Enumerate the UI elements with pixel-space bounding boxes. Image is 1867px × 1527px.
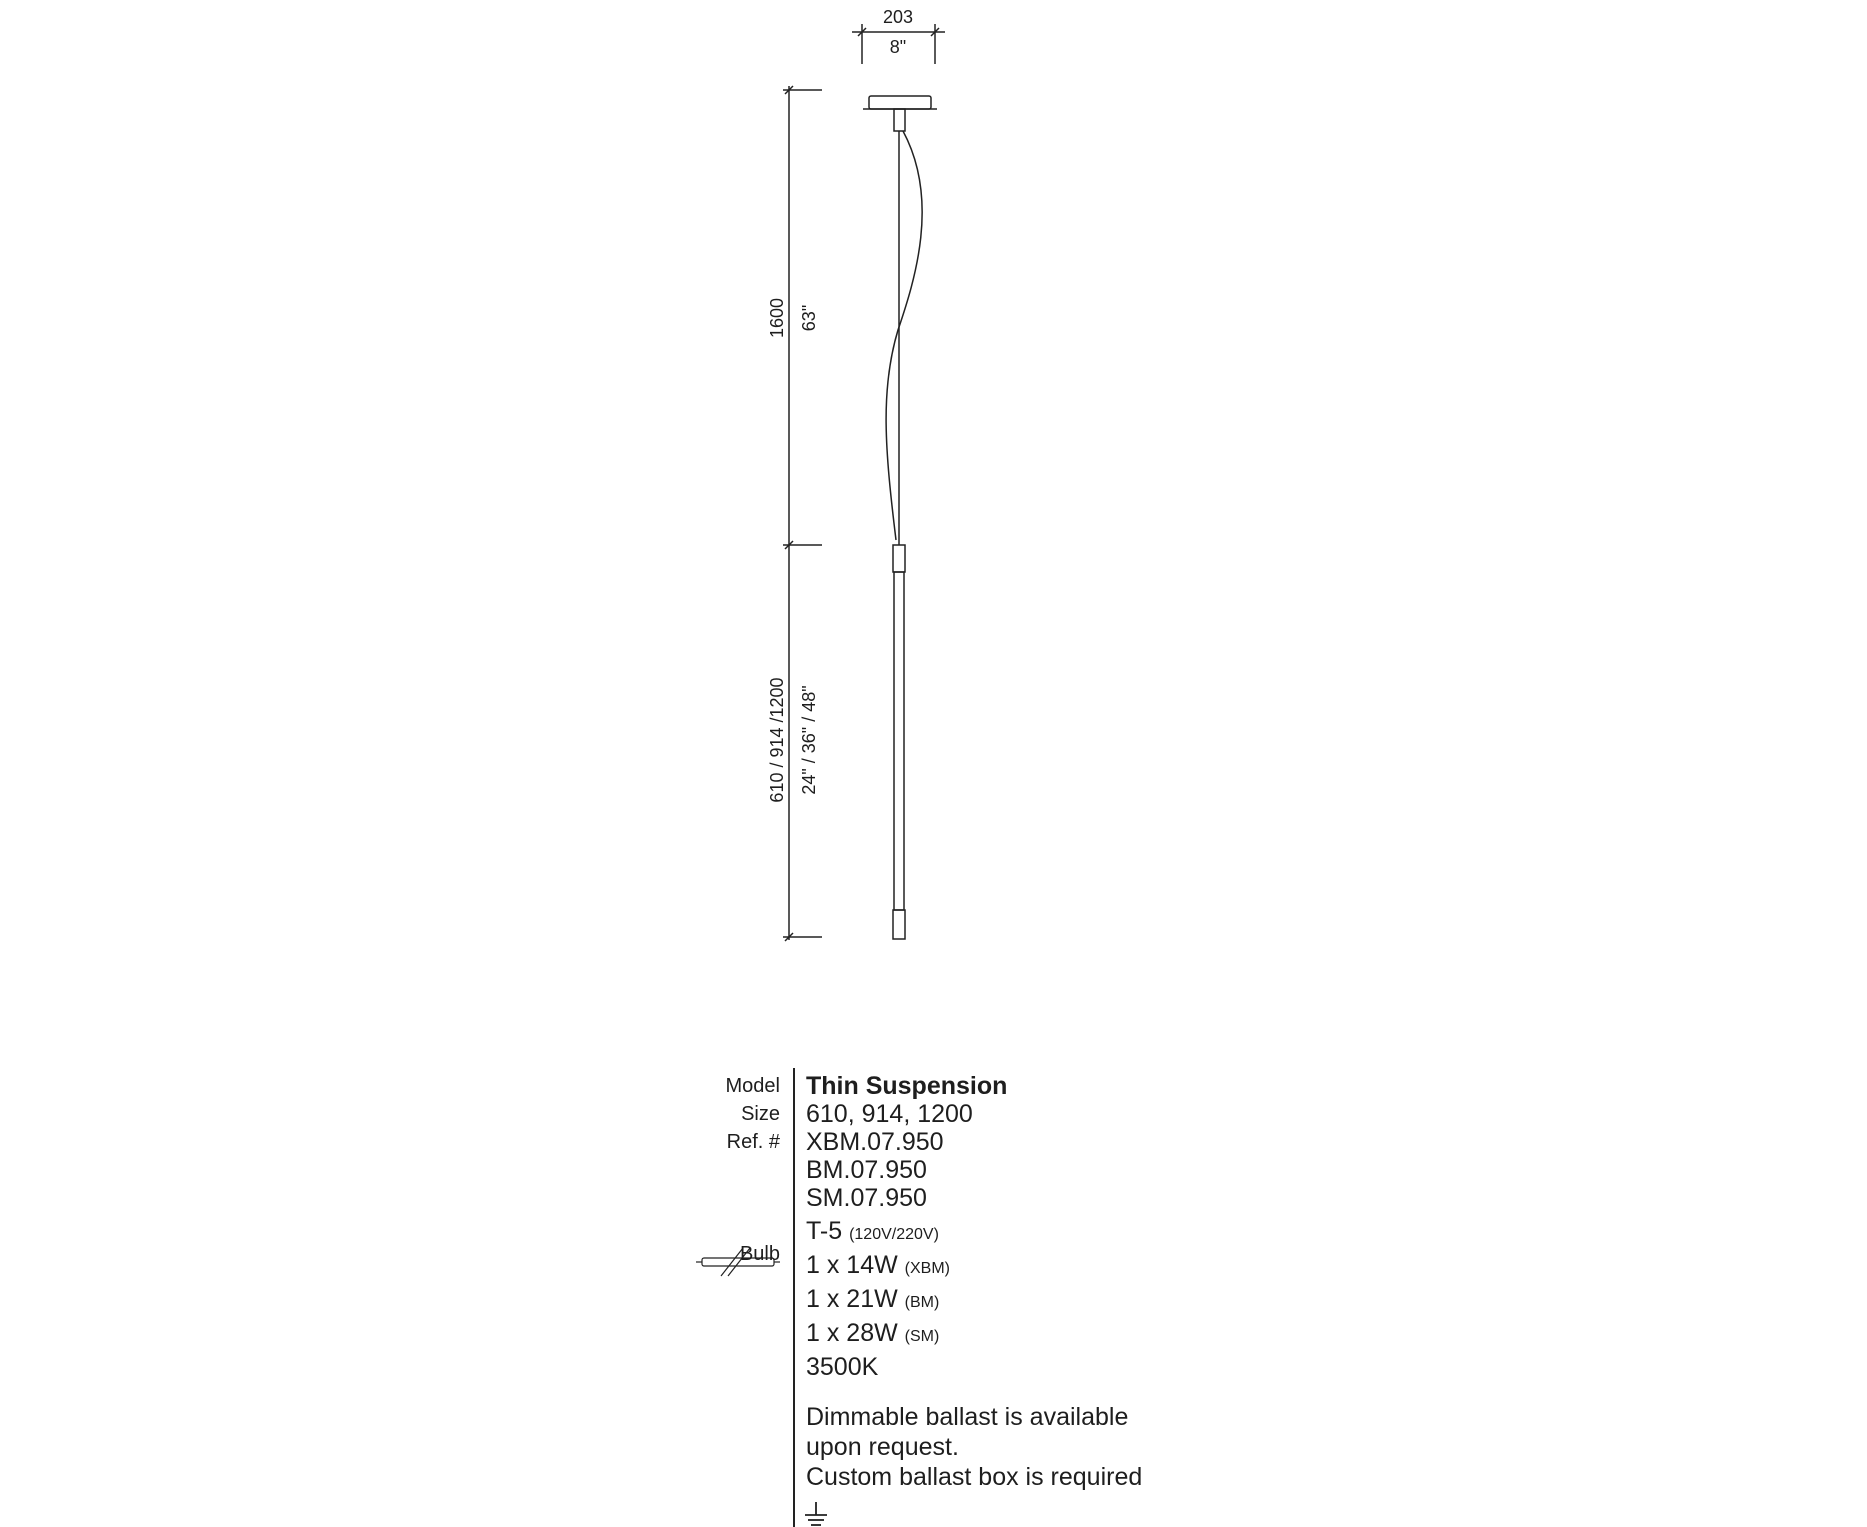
cable-length-in: 63" — [799, 304, 819, 332]
bulb-wattage — [806, 1251, 1366, 1283]
ground-symbol-icon — [805, 1502, 827, 1525]
bulb-wattage — [806, 1285, 1366, 1317]
tube-bottom-cap — [893, 910, 905, 939]
canopy-width-in: 8" — [889, 37, 907, 57]
fluorescent-tube — [894, 572, 904, 910]
pendant-fixture — [863, 96, 937, 939]
color-temperature: 3500K — [806, 1353, 879, 1381]
model-label: Model — [725, 1075, 780, 1097]
size-label: Size — [741, 1103, 780, 1125]
wattage-note: (SM) — [904, 1328, 940, 1345]
spec-divider — [793, 1068, 795, 1527]
ceiling-canopy — [869, 96, 931, 109]
bulb-wattage — [806, 1319, 1366, 1351]
bulb-type — [806, 1217, 1366, 1249]
canopy-connector — [894, 109, 905, 131]
model-name: Thin Suspension — [806, 1072, 1008, 1100]
tube-top-cap — [893, 545, 905, 572]
cable-length-mm: 1600 — [767, 297, 787, 339]
wattage-value: 1 x 14W — [806, 1251, 898, 1279]
ref-number: BM.07.950 — [806, 1156, 927, 1184]
bulb-type-value: T-5 — [806, 1217, 843, 1245]
ballast-note: Dimmable ballast is available — [806, 1403, 1129, 1431]
power-cord — [886, 131, 922, 540]
canopy-width-mm: 203 — [882, 7, 914, 27]
ballast-note: Custom ballast box is required — [806, 1463, 1143, 1491]
ref-label: Ref. # — [726, 1131, 780, 1153]
bulb-label: Bulb — [739, 1243, 780, 1265]
bulb-voltage-note: (120V/220V) — [849, 1226, 939, 1243]
spec-labels — [650, 1072, 780, 1268]
tube-length-mm: 610 / 914 /1200 — [767, 677, 787, 803]
ballast-note: upon request. — [806, 1433, 959, 1461]
ref-number: SM.07.950 — [806, 1184, 927, 1212]
tube-length-in: 24" / 36" / 48" — [799, 685, 819, 795]
wattage-note: (XBM) — [904, 1260, 950, 1277]
size-values: 610, 914, 1200 — [806, 1100, 973, 1128]
wattage-value: 1 x 28W — [806, 1319, 898, 1347]
ref-number: XBM.07.950 — [806, 1128, 944, 1156]
height-dimension-line — [783, 86, 822, 941]
wattage-value: 1 x 21W — [806, 1285, 898, 1313]
spec-values — [806, 1072, 1366, 1492]
wattage-note: (BM) — [904, 1294, 940, 1311]
